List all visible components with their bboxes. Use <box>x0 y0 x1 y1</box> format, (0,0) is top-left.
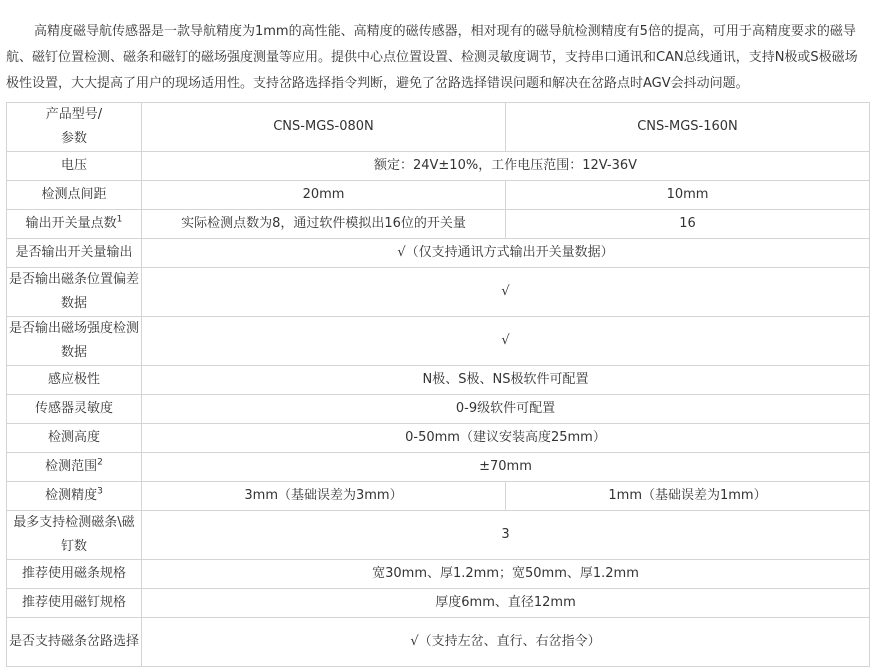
row-label: 是否输出磁场强度检测数据 <box>7 317 142 366</box>
footnote-marker: 3 <box>97 486 103 497</box>
header-model2-cell: CNS-MGS-160N <box>506 103 870 152</box>
table-row <box>7 424 870 453</box>
table-row <box>7 511 870 560</box>
row-label: 输出开关量点数 <box>25 216 117 231</box>
table-header-row <box>7 103 870 152</box>
row-value: √（支持左岔、直行、右岔指令） <box>142 618 870 667</box>
row-value-model1: 3mm（基础误差为3mm） <box>142 482 506 511</box>
table-row <box>7 317 870 366</box>
row-label-cell <box>7 210 142 239</box>
table-row <box>7 268 870 317</box>
row-label: 是否输出磁条位置偏差数据 <box>7 268 142 317</box>
row-value-model2: 10mm <box>506 181 870 210</box>
table-row <box>7 239 870 268</box>
row-value-model2: 1mm（基础误差为1mm） <box>506 482 870 511</box>
table-row <box>7 589 870 618</box>
row-label: 检测点间距 <box>7 181 142 210</box>
row-label: 最多支持检测磁条\磁钉数 <box>7 511 142 560</box>
row-label: 感应极性 <box>7 366 142 395</box>
row-label: 推荐使用磁条规格 <box>7 560 142 589</box>
row-value: N极、S极、NS极软件可配置 <box>142 366 870 395</box>
table-row <box>7 560 870 589</box>
row-value: √ <box>142 268 870 317</box>
row-label: 检测精度 <box>45 488 98 503</box>
row-value: 3 <box>142 511 870 560</box>
table-row <box>7 453 870 482</box>
row-value: 额定：24V±10%，工作电压范围：12V-36V <box>142 152 870 181</box>
row-label: 是否输出开关量输出 <box>7 239 142 268</box>
table-row <box>7 366 870 395</box>
footnote-marker: 2 <box>97 457 103 468</box>
intro-paragraph: 高精度磁导航传感器是一款导航精度为1mm的高性能、高精度的磁传感器，相对现有的磁导航检测精度有5倍的提高，可用于高精度要求的磁导航、磁钉位置检测、磁条和磁钉的磁场强度测量等应用。提供中心点位置设置、检测灵敏度调节，支持串口通讯和CAN总线通讯，支持N极或S极磁场极性设置，大大提高了用户的现场适用性。支持岔路选择指令判断，避免了岔路选择错误问题和解决在岔路点时AGV会抖动问题。 <box>6 24 858 91</box>
header-model1-cell: CNS-MGS-080N <box>142 103 506 152</box>
row-label: 检测范围 <box>45 459 98 474</box>
row-value: √ <box>142 317 870 366</box>
row-value: 厚度6mm、直径12mm <box>142 589 870 618</box>
row-label-cell <box>7 482 142 511</box>
row-value: √（仅支持通讯方式输出开关量数据） <box>142 239 870 268</box>
table-row <box>7 152 870 181</box>
row-value: ±70mm <box>142 453 870 482</box>
row-label: 电压 <box>7 152 142 181</box>
row-value-model2: 16 <box>506 210 870 239</box>
footnote-marker: 1 <box>116 214 123 225</box>
header-label-cell <box>7 103 142 152</box>
header-label-line1: 产品型号/ <box>45 107 103 122</box>
table-row <box>7 482 870 511</box>
row-value: 0-9级软件可配置 <box>142 395 870 424</box>
row-value: 0-50mm（建议安装高度25mm） <box>142 424 870 453</box>
table-row <box>7 395 870 424</box>
header-label-line2: 参数 <box>60 131 87 146</box>
table-row <box>7 181 870 210</box>
row-label-cell <box>7 453 142 482</box>
row-value: 宽30mm、厚1.2mm；宽50mm、厚1.2mm <box>142 560 870 589</box>
row-value-model1: 实际检测点数为8，通过软件模拟出16位的开关量 <box>142 210 506 239</box>
row-label: 传感器灵敏度 <box>7 395 142 424</box>
row-label: 检测高度 <box>7 424 142 453</box>
row-label: 推荐使用磁钉规格 <box>7 589 142 618</box>
table-row <box>7 618 870 667</box>
spec-table <box>6 102 870 667</box>
row-label: 是否支持磁条岔路选择 <box>7 618 142 667</box>
row-value-model1: 20mm <box>142 181 506 210</box>
table-row <box>7 210 870 239</box>
